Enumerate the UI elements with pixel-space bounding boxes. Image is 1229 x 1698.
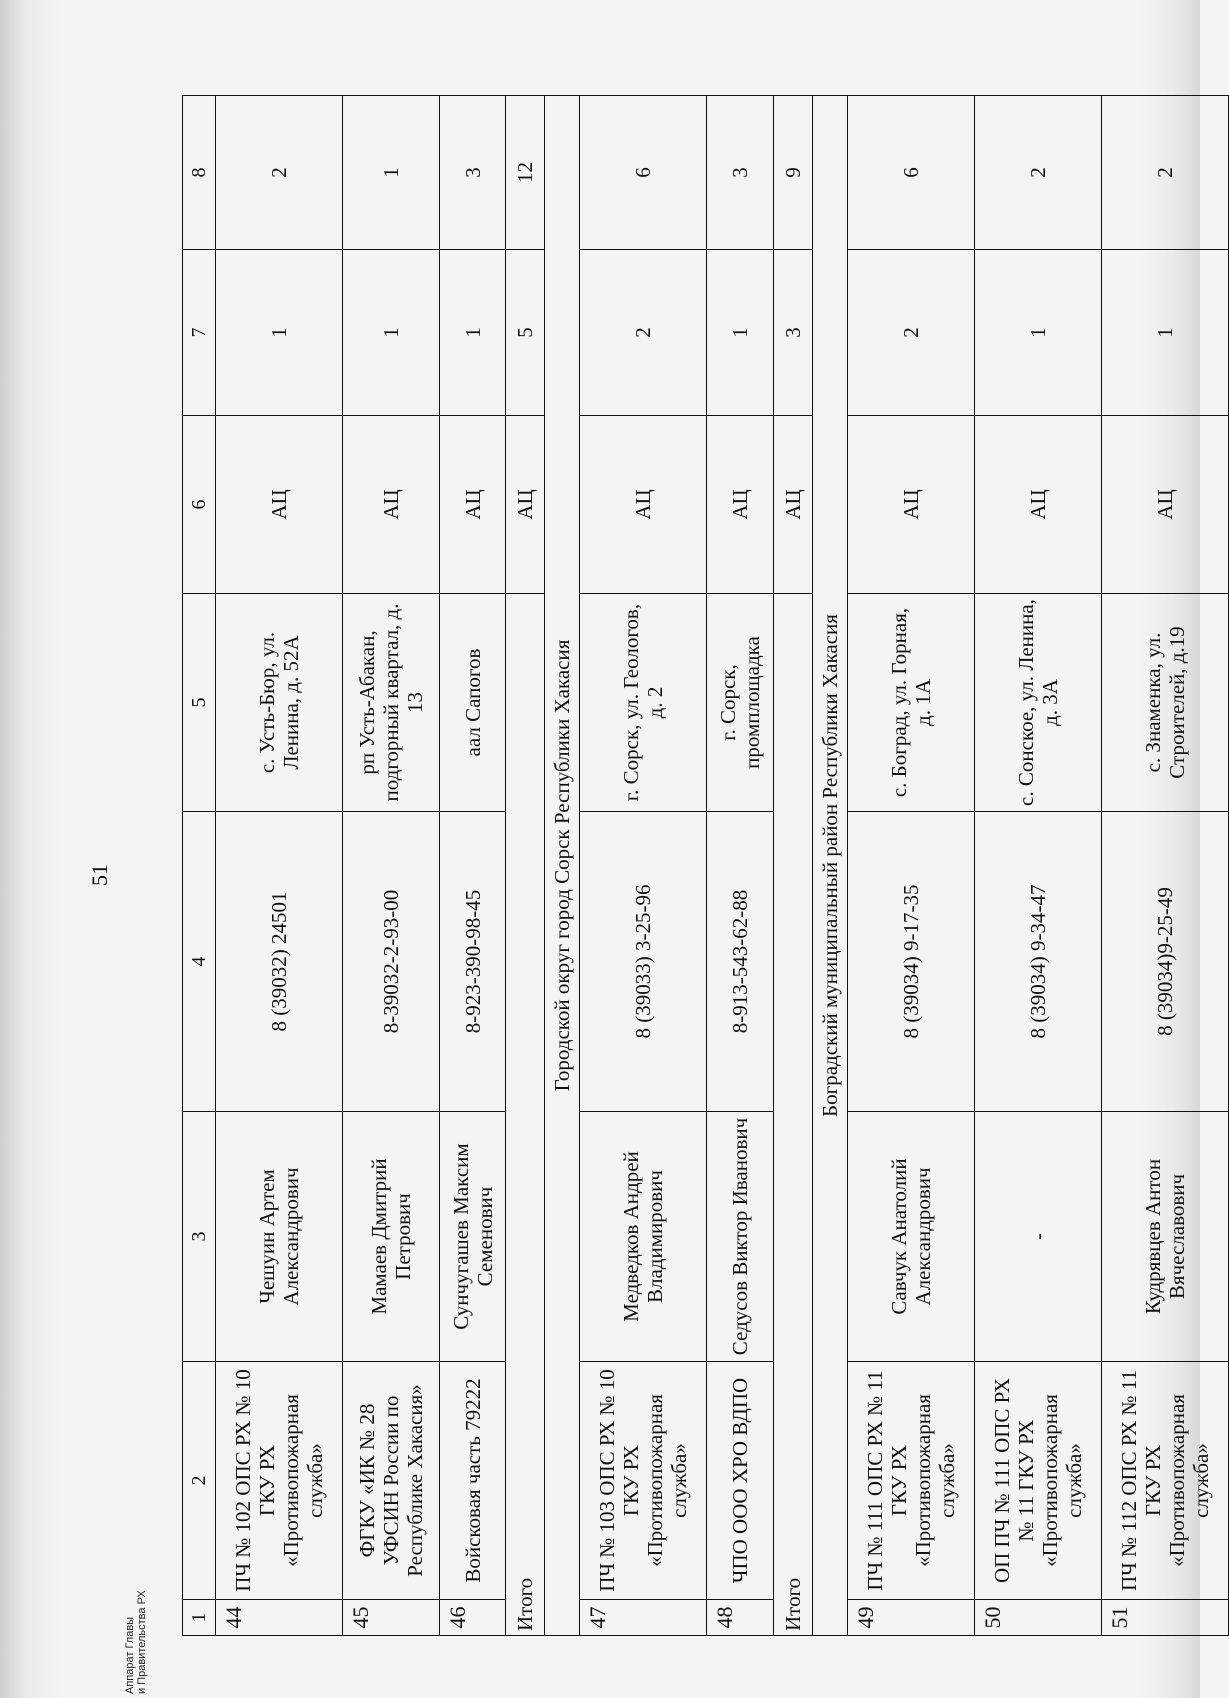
- total-vehicle-type-cell: АЦ: [506, 416, 545, 594]
- vehicle-type-cell: АЦ: [707, 416, 774, 594]
- vehicle-count-cell: 1: [439, 250, 506, 416]
- head-name-cell: Седусов Виктор Иванович: [707, 1112, 774, 1362]
- vehicle-type-cell: АЦ: [847, 416, 974, 594]
- column-header-4: 4: [183, 812, 216, 1112]
- vehicle-count-cell: 1: [342, 250, 439, 416]
- row-number-cell: 50: [974, 1600, 1101, 1636]
- total-label-cell: Итого: [506, 594, 545, 1636]
- phone-cell: 8 (39034) 9-34-47: [974, 812, 1101, 1112]
- table-container: [182, 96, 1229, 1636]
- personnel-count-cell: 2: [1101, 96, 1228, 250]
- vehicle-type-cell: АЦ: [1101, 416, 1228, 594]
- table-row: [1101, 96, 1228, 1636]
- row-number-cell: 48: [707, 1600, 774, 1636]
- scan-edge-shadow-left: [0, 0, 60, 1698]
- phone-cell: 8 (39033) 3-25-96: [580, 812, 707, 1112]
- organization-cell: ПЧ № 111 ОПС РХ № 11 ГКУ РХ «Противопожарная служба»: [847, 1362, 974, 1600]
- row-number-cell: 44: [216, 1600, 343, 1636]
- table-row: [847, 96, 974, 1636]
- column-header-5: 5: [183, 594, 216, 812]
- personnel-count-cell: 2: [974, 96, 1101, 250]
- personnel-count-cell: 2: [216, 96, 343, 250]
- column-header-7: 7: [183, 250, 216, 416]
- row-number-cell: 49: [847, 1600, 974, 1636]
- table-row: [707, 96, 774, 1636]
- personnel-count-cell: 3: [707, 96, 774, 250]
- section-title-cell: Городской округ город Сорск Республики Хакасия: [545, 96, 580, 1636]
- address-cell: г. Сорск, промплощадка: [707, 594, 774, 812]
- organization-cell: ПЧ № 112 ОПС РХ № 11 ГКУ РХ «Противопожарная служба»: [1101, 1362, 1228, 1600]
- address-cell: с. Усть-Бюр, ул. Ленина, д. 52А: [216, 594, 343, 812]
- organization-cell: ПЧ № 103 ОПС РХ № 10 ГКУ РХ «Противопожарная служба»: [580, 1362, 707, 1600]
- archive-stamp: [124, 1544, 184, 1694]
- table-row: [580, 96, 707, 1636]
- vehicle-count-cell: 1: [216, 250, 343, 416]
- vehicle-type-cell: АЦ: [216, 416, 343, 594]
- total-label-cell: Итого: [773, 594, 812, 1636]
- row-number-cell: 47: [580, 1600, 707, 1636]
- column-header-1: 1: [183, 1600, 216, 1636]
- phone-cell: 8-913-543-62-88: [707, 812, 774, 1112]
- total-row: [506, 96, 545, 1636]
- head-name-cell: Чешуин Артем Александрович: [216, 1112, 343, 1362]
- section-row: [545, 96, 580, 1636]
- organization-cell: Войсковая часть 79222: [439, 1362, 506, 1600]
- row-number-cell: 46: [439, 1600, 506, 1636]
- table-row: [342, 96, 439, 1636]
- vehicle-count-cell: 1: [974, 250, 1101, 416]
- stamp-line-1: Аппарат Главы: [124, 1616, 136, 1694]
- total-vehicle-count-cell: 3: [773, 250, 812, 416]
- address-cell: г. Сорск, ул. Геологов, д. 2: [580, 594, 707, 812]
- column-header-8: 8: [183, 96, 216, 250]
- table-header-row: [183, 96, 216, 1636]
- column-header-6: 6: [183, 416, 216, 594]
- vehicle-type-cell: АЦ: [974, 416, 1101, 594]
- head-name-cell: Мамаев Дмитрий Петрович: [342, 1112, 439, 1362]
- address-cell: с. Сонское, ул. Ленина, д. 3А: [974, 594, 1101, 812]
- table-row: [974, 96, 1101, 1636]
- rotated-table-frame: [182, 96, 1229, 1636]
- stamp-line-2: и Правительства РХ: [136, 1590, 148, 1694]
- address-cell: с. Боград, ул. Горная, д. 1А: [847, 594, 974, 812]
- total-personnel-cell: 12: [506, 96, 545, 250]
- address-cell: с. Знаменка, ул. Строителей, д.19: [1101, 594, 1228, 812]
- address-cell: рп Усть-Абакан, подгорный квартал, д. 13: [342, 594, 439, 812]
- section-title-cell: Боградский муниципальный район Республики Хакасия: [812, 96, 847, 1636]
- section-row: [812, 96, 847, 1636]
- head-name-cell: Сунчугашев Максим Семенович: [439, 1112, 506, 1362]
- personnel-count-cell: 1: [342, 96, 439, 250]
- column-header-2: 2: [183, 1362, 216, 1600]
- table-body: [216, 96, 1229, 1636]
- row-number-cell: 51: [1101, 1600, 1228, 1636]
- personnel-count-cell: 6: [847, 96, 974, 250]
- vehicle-count-cell: 1: [707, 250, 774, 416]
- total-row: [773, 96, 812, 1636]
- table-row: [216, 96, 343, 1636]
- total-personnel-cell: 9: [773, 96, 812, 250]
- row-number-cell: 45: [342, 1600, 439, 1636]
- phone-cell: 8 (39032) 24501: [216, 812, 343, 1112]
- head-name-cell: Медведков Андрей Владимирович: [580, 1112, 707, 1362]
- total-vehicle-type-cell: АЦ: [773, 416, 812, 594]
- phone-cell: 8-923-390-98-45: [439, 812, 506, 1112]
- head-name-cell: -: [974, 1112, 1101, 1362]
- fire-units-table: [182, 95, 1229, 1636]
- column-header-3: 3: [183, 1112, 216, 1362]
- organization-cell: ЧПО ООО ХРО ВДПО: [707, 1362, 774, 1600]
- vehicle-count-cell: 1: [1101, 250, 1228, 416]
- table-row: [439, 96, 506, 1636]
- vehicle-type-cell: АЦ: [439, 416, 506, 594]
- organization-cell: ФГКУ «ИК № 28 УФСИН России по Республике Хакасия»: [342, 1362, 439, 1600]
- vehicle-type-cell: АЦ: [580, 416, 707, 594]
- vehicle-count-cell: 2: [847, 250, 974, 416]
- organization-cell: ОП ПЧ № 111 ОПС РХ № 11 ГКУ РХ «Противопожарная служба»: [974, 1362, 1101, 1600]
- head-name-cell: Савчук Анатолий Александрович: [847, 1112, 974, 1362]
- phone-cell: 8 (39034)9-25-49: [1101, 812, 1228, 1112]
- personnel-count-cell: 3: [439, 96, 506, 250]
- phone-cell: 8-39032-2-93-00: [342, 812, 439, 1112]
- personnel-count-cell: 6: [580, 96, 707, 250]
- head-name-cell: Кудрявцев Антон Вячеславович: [1101, 1112, 1228, 1362]
- vehicle-count-cell: 2: [580, 250, 707, 416]
- address-cell: аал Сапогов: [439, 594, 506, 812]
- vehicle-type-cell: АЦ: [342, 416, 439, 594]
- phone-cell: 8 (39034) 9-17-35: [847, 812, 974, 1112]
- organization-cell: ПЧ № 102 ОПС РХ № 10 ГКУ РХ «Противопожарная служба»: [216, 1362, 343, 1600]
- total-vehicle-count-cell: 5: [506, 250, 545, 416]
- page-number: 51: [87, 864, 112, 886]
